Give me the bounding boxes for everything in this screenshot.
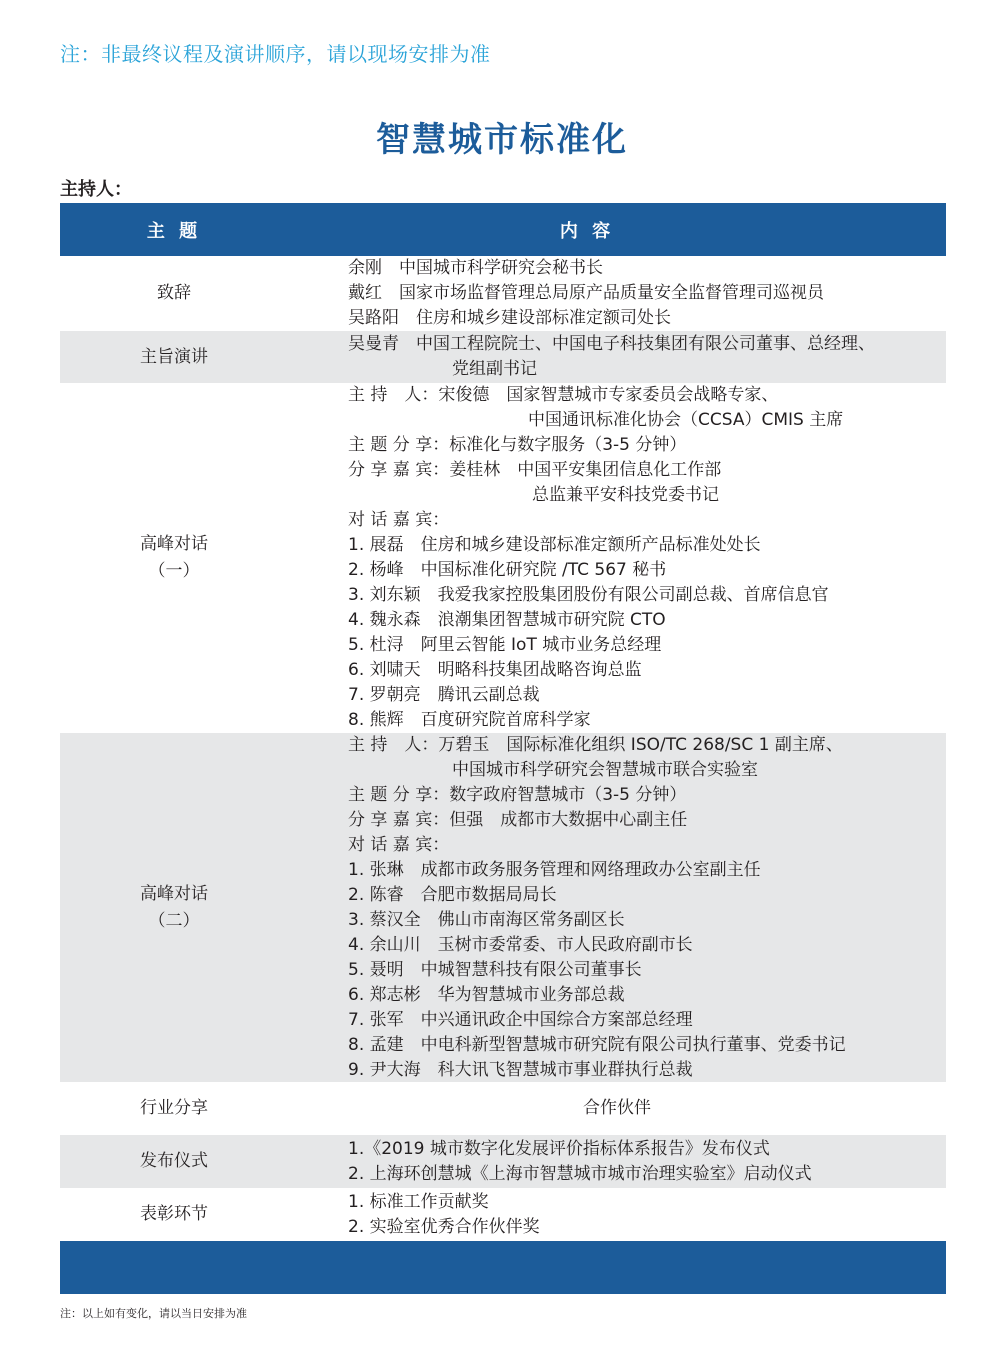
- row-content: 主 持 人：宋俊德 国家智慧城市专家委员会战略专家、 中国通讯标准化协会（CCSA）CMIS 主席 主 题 分 享：标准化与数字服务（3-5 分钟） 分 享 嘉 宾：姜桂林 中国平安集团信息化工作部 总监兼平安科技党委书记 对 话 嘉 宾： 1. 展磊 住房和城乡建设部标准定额所产品标准处处长 2. 杨峰 中国标准化研究院 /TC 567 秘书 3. 刘东颖 我爱我家控股集团股份有限公司副总裁、首席信息官 4. 魏永森 浪潮集团智慧城市研究院 CTO 5. 杜浔 阿里云智能 IoT 城市业务总经理 6. 刘啸天 明略科技集团战略咨询总监 7. 罗朝亮 腾讯云副总裁 8. 熊辉 百度研究院首席科学家: [348, 385, 844, 730]
- table-row: [60, 1188, 946, 1241]
- table-row: [60, 331, 946, 383]
- row-content: 合作伙伴: [583, 1098, 651, 1118]
- table-header: [60, 203, 946, 256]
- host-label: 主持人：: [60, 179, 132, 200]
- table-row: [60, 256, 946, 331]
- row-topic: 行业分享: [140, 1098, 208, 1118]
- top-note: 注：非最终议程及演讲顺序，请以现场安排为准: [60, 42, 491, 66]
- row-topic: 表彰环节: [140, 1204, 208, 1224]
- row-content: 余刚 中国城市科学研究会秘书长 戴红 国家市场监督管理总局原产品质量安全监督管理司巡视员 吴路阳 住房和城乡建设部标准定额司处长: [348, 258, 824, 328]
- row-topic: 高峰对话 （一）: [140, 534, 208, 581]
- table-row: [60, 733, 946, 1082]
- table-row: [60, 1082, 946, 1135]
- row-content: 1. 标准工作贡献奖 2. 实验室优秀合作伙伴奖: [348, 1191, 540, 1237]
- table-row: [60, 1135, 946, 1188]
- page-title: 智慧城市标准化: [376, 120, 628, 160]
- row-topic: 主旨演讲: [140, 346, 208, 367]
- row-topic: 发布仪式: [140, 1151, 208, 1171]
- bottom-note: 注：以上如有变化，请以当日安排为准: [60, 1307, 247, 1320]
- row-content: 吴曼青 中国工程院院士、中国电子科技集团有限公司董事、总经理、 党组副书记: [348, 334, 875, 379]
- row-content: 主 持 人：万碧玉 国际标准化组织 ISO/TC 268/SC 1 副主席、 中国城市科学研究会智慧城市联合实验室 主 题 分 享：数字政府智慧城市（3-5 分钟） 分 享 嘉 宾：但强 成都市大数据中心副主任 对 话 嘉 宾： 1. 张琳 成都市政务服务管理和网络理政办公室副主任 2. 陈睿 合肥市数据局局长 3. 蔡汉全 佛山市南海区常务副区长 4. 余山川 玉树市委常委、市人民政府副市长 5. 聂明 中城智慧科技有限公司董事长 6. 郑志彬 华为智慧城市业务部总裁 7. 张军 中兴通讯政企中国综合方案部总经理 8. 孟建 中电科新型智慧城市研究院有限公司执行董事、党委书记 9. 尹大海 科大讯飞智慧城市事业群执行总裁: [348, 734, 846, 1080]
- agenda-table: [60, 203, 946, 1294]
- row-content: 1.《2019 城市数字化发展评价指标体系报告》发布仪式 2. 上海环创慧城《上海市智慧城市城市治理实验室》启动仪式: [348, 1138, 812, 1184]
- row-topic: 致辞: [157, 283, 191, 303]
- header-topic: 主 题: [146, 220, 202, 242]
- table-row: [60, 383, 946, 733]
- table-footer-bar: [60, 1241, 946, 1294]
- header-content: 内 容: [559, 220, 615, 242]
- row-topic: 高峰对话 （二）: [140, 883, 208, 931]
